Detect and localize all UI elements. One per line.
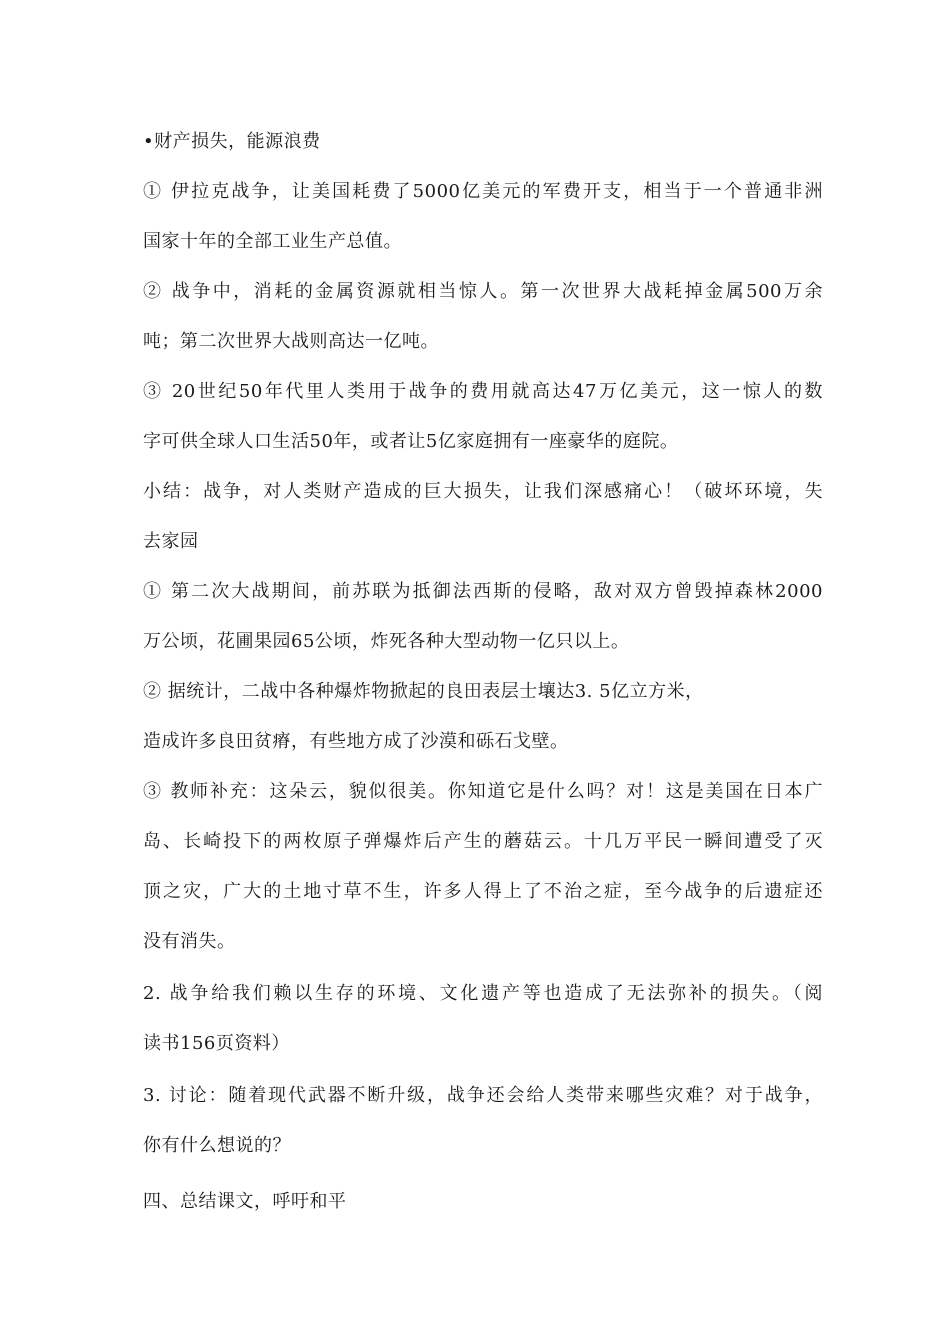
section-heading-environment: 去家园 [143,531,199,552]
text-line: 吨；第二次世界大战则高达一亿吨。 [143,331,439,352]
text-line: 岛、长崎投下的两枚原子弹爆炸后产生的蘑菇云。十几万平民一瞬间遭受了灭 [143,831,823,852]
text-line: ② 战争中，消耗的金属资源就相当惊人。第一次世界大战耗掉金属500万余 [143,281,823,302]
numbered-item-3: 3. 讨论：随着现代武器不断升级，战争还会给人类带来哪些灾难？对于战争， [143,1085,823,1106]
text-line: 字可供全球人口生活50年，或者让5亿家庭拥有一座豪华的庭院。 [143,431,679,452]
text-line: ① 第二次大战期间，前苏联为抵御法西斯的侵略，敌对双方曾毁掉森林2000 [143,581,823,602]
numbered-item-2: 2. 战争给我们赖以生存的环境、文化遗产等也造成了无法弥补的损失。（阅 [143,983,823,1004]
text-line: 没有消失。 [143,931,236,952]
text-line: ③ 教师补充：这朵云，貌似很美。你知道它是什么吗？对！这是美国在日本广 [143,781,823,802]
section-heading-summary: 四、总结课文，呼吁和平 [143,1191,347,1212]
text-line: ① 伊拉克战争，让美国耗费了5000亿美元的军费开支，相当于一个普通非洲 [143,181,823,202]
text-line: 顶之灾，广大的土地寸草不生，许多人得上了不治之症，至今战争的后遗症还 [143,881,823,902]
text-line: 造成许多良田贫瘠，有些地方成了沙漠和砾石戈壁。 [143,731,569,752]
summary-line: 小结：战争，对人类财产造成的巨大损失，让我们深感痛心！（破坏环境，失 [143,481,823,502]
text-line: ② 据统计，二战中各种爆炸物掀起的良田表层士壤达3. 5亿立方米， [143,681,704,702]
text-line: 你有什么想说的？ [143,1135,291,1156]
text-line: 万公顷，花圃果园65公顷，炸死各种大型动物一亿只以上。 [143,631,630,652]
text-line: ③ 20世纪50年代里人类用于战争的费用就高达47万亿美元，这一惊人的数 [143,381,823,402]
text-line: 读书156页资料） [143,1033,290,1054]
text-line: 国家十年的全部工业生产总值。 [143,231,402,252]
section-heading-property-loss: •财产损失，能源浪费 [143,131,321,152]
